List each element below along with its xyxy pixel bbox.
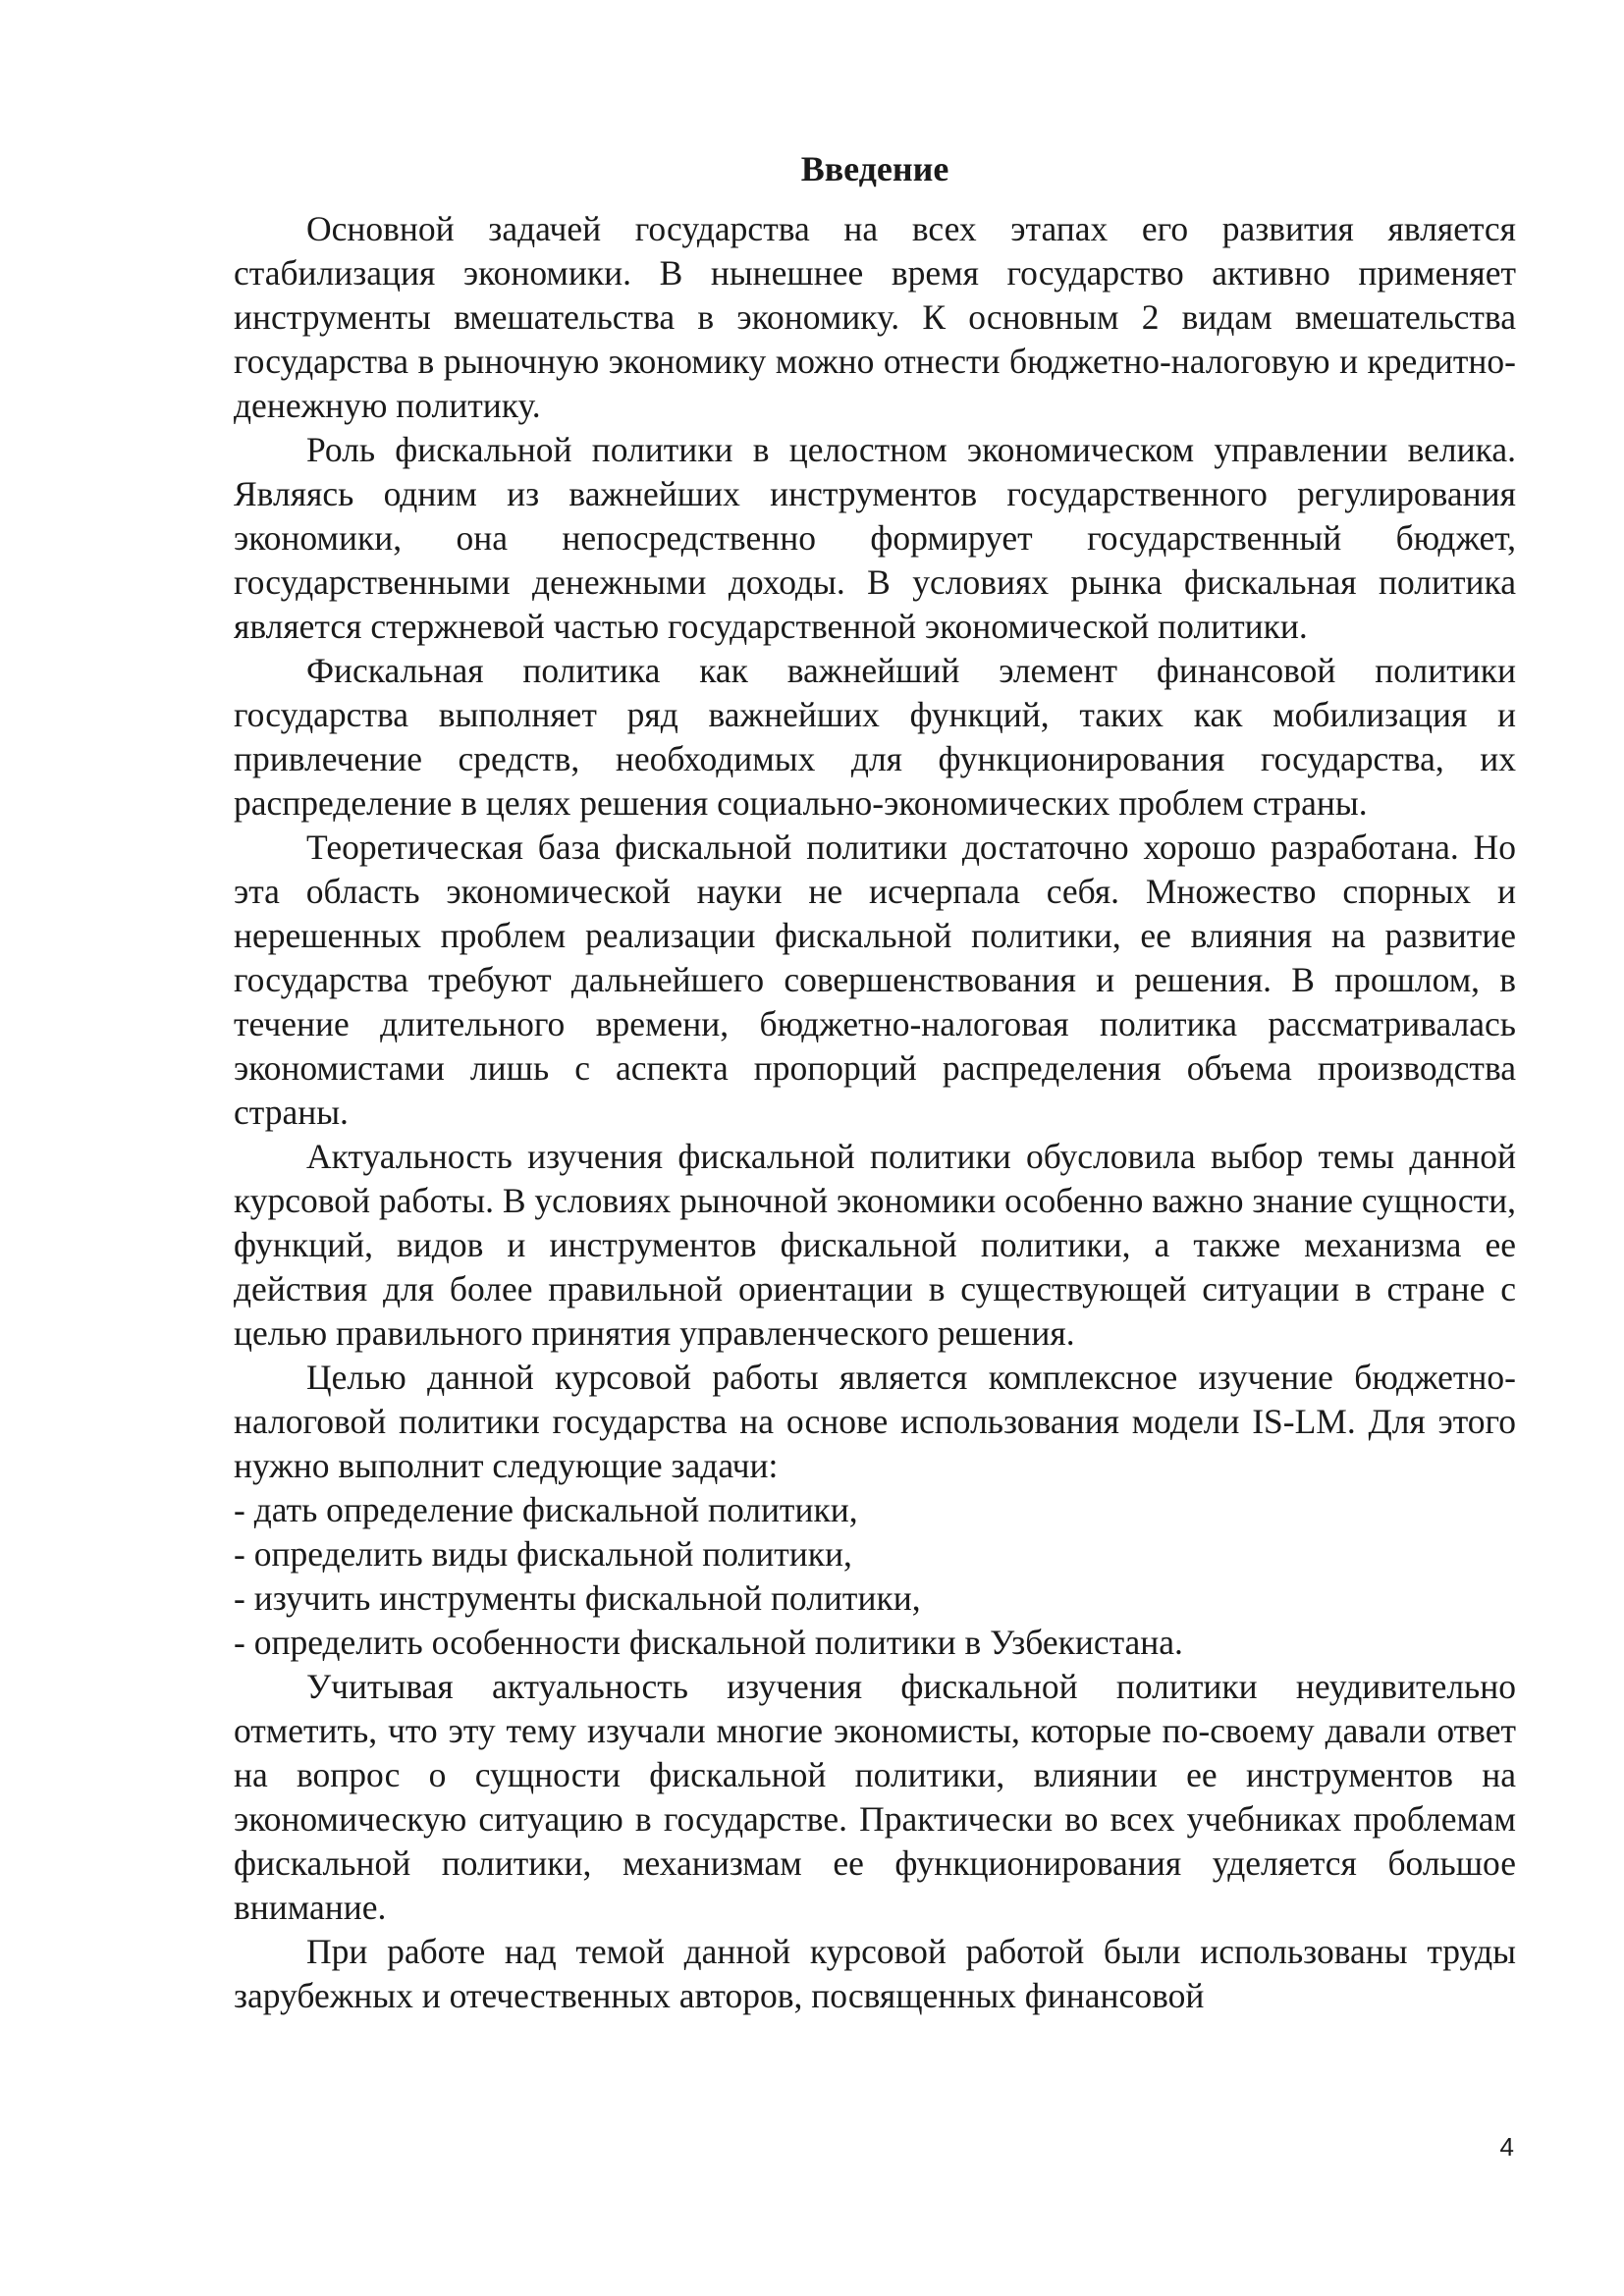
paragraph-goal: Целью данной курсовой работы является комплексное изучение бюджетно-налоговой политики государства на основе использования модели IS-LM. Для этого нужно выполнит следующие задачи: (234, 1358, 1516, 1485)
task-item: - изучить инструменты фискальной политики, (234, 1578, 921, 1618)
paragraph-fiscal-role: Роль фискальной политики в целостном экономическом управлении велика. Являясь одним из важнейших инструментов государственного регулирования экономики, она непосредственно формирует государственный бюджет, государственными денежными доходы. В условиях рынка фискальная политика является стержневой частью государственной экономической политики. (234, 430, 1516, 646)
page-number: 4 (1499, 2132, 1514, 2162)
task-item: - определить виды фискальной политики, (234, 1534, 852, 1574)
paragraph-sources: При работе над темой данной курсовой работой были использованы труды зарубежных и отечественных авторов, посвященных финансовой (234, 1932, 1516, 2015)
tasks-list (234, 1488, 1516, 1665)
paragraph-stabilization: Основной задачей государства на всех этапах его развития является стабилизация экономики. В нынешнее время государство активно применяет инструменты вмешательства в экономику. К основным 2 видам вмешательства государства в рыночную экономику можно отнести бюджетно-налоговую и кредитно-денежную политику. (234, 209, 1516, 425)
task-item: - дать определение фискальной политики, (234, 1490, 858, 1529)
section-title: Введение (800, 149, 949, 188)
paragraph-economists: Учитывая актуальность изучения фискальной политики неудивительно отметить, что эту тему изучали многие экономисты, которые по-своему давали ответ на вопрос о сущности фискальной политики, влиянии ее инструментов на экономическую ситуацию в государстве. Практически во всех учебниках проблемам фискальной политики, механизмам ее функционирования уделяется большое внимание. (234, 1667, 1516, 1927)
paragraph-theoretical-base: Теоретическая база фискальной политики достаточно хорошо разработана. Но эта область экономической науки не исчерпала себя. Множество спорных и нерешенных проблем реализации фискальной политики, ее влияния на развитие государства требуют дальнейшего совершенствования и решения. В прошлом, в течение длительного времени, бюджетно-налоговая политика рассматривалась экономистами лишь с аспекта пропорций распределения объема производства страны. (234, 828, 1516, 1132)
page-content (234, 147, 1516, 2018)
task-item: - определить особенности фискальной политики в Узбекистана. (234, 1623, 1183, 1662)
paragraph-relevance: Актуальность изучения фискальной политики обусловила выбор темы данной курсовой работы. В условиях рыночной экономики особенно важно знание сущности, функций, видов и инструментов фискальной политики, а также механизма ее действия для более правильной ориентации в существующей ситуации в стране с целью правильного принятия управленческого решения. (234, 1137, 1516, 1353)
paragraph-fiscal-functions: Фискальная политика как важнейший элемент финансовой политики государства выполняет ряд важнейших функций, таких как мобилизация и привлечение средств, необходимых для функционирования государства, их распределение в целях решения социально-экономических проблем страны. (234, 651, 1516, 823)
